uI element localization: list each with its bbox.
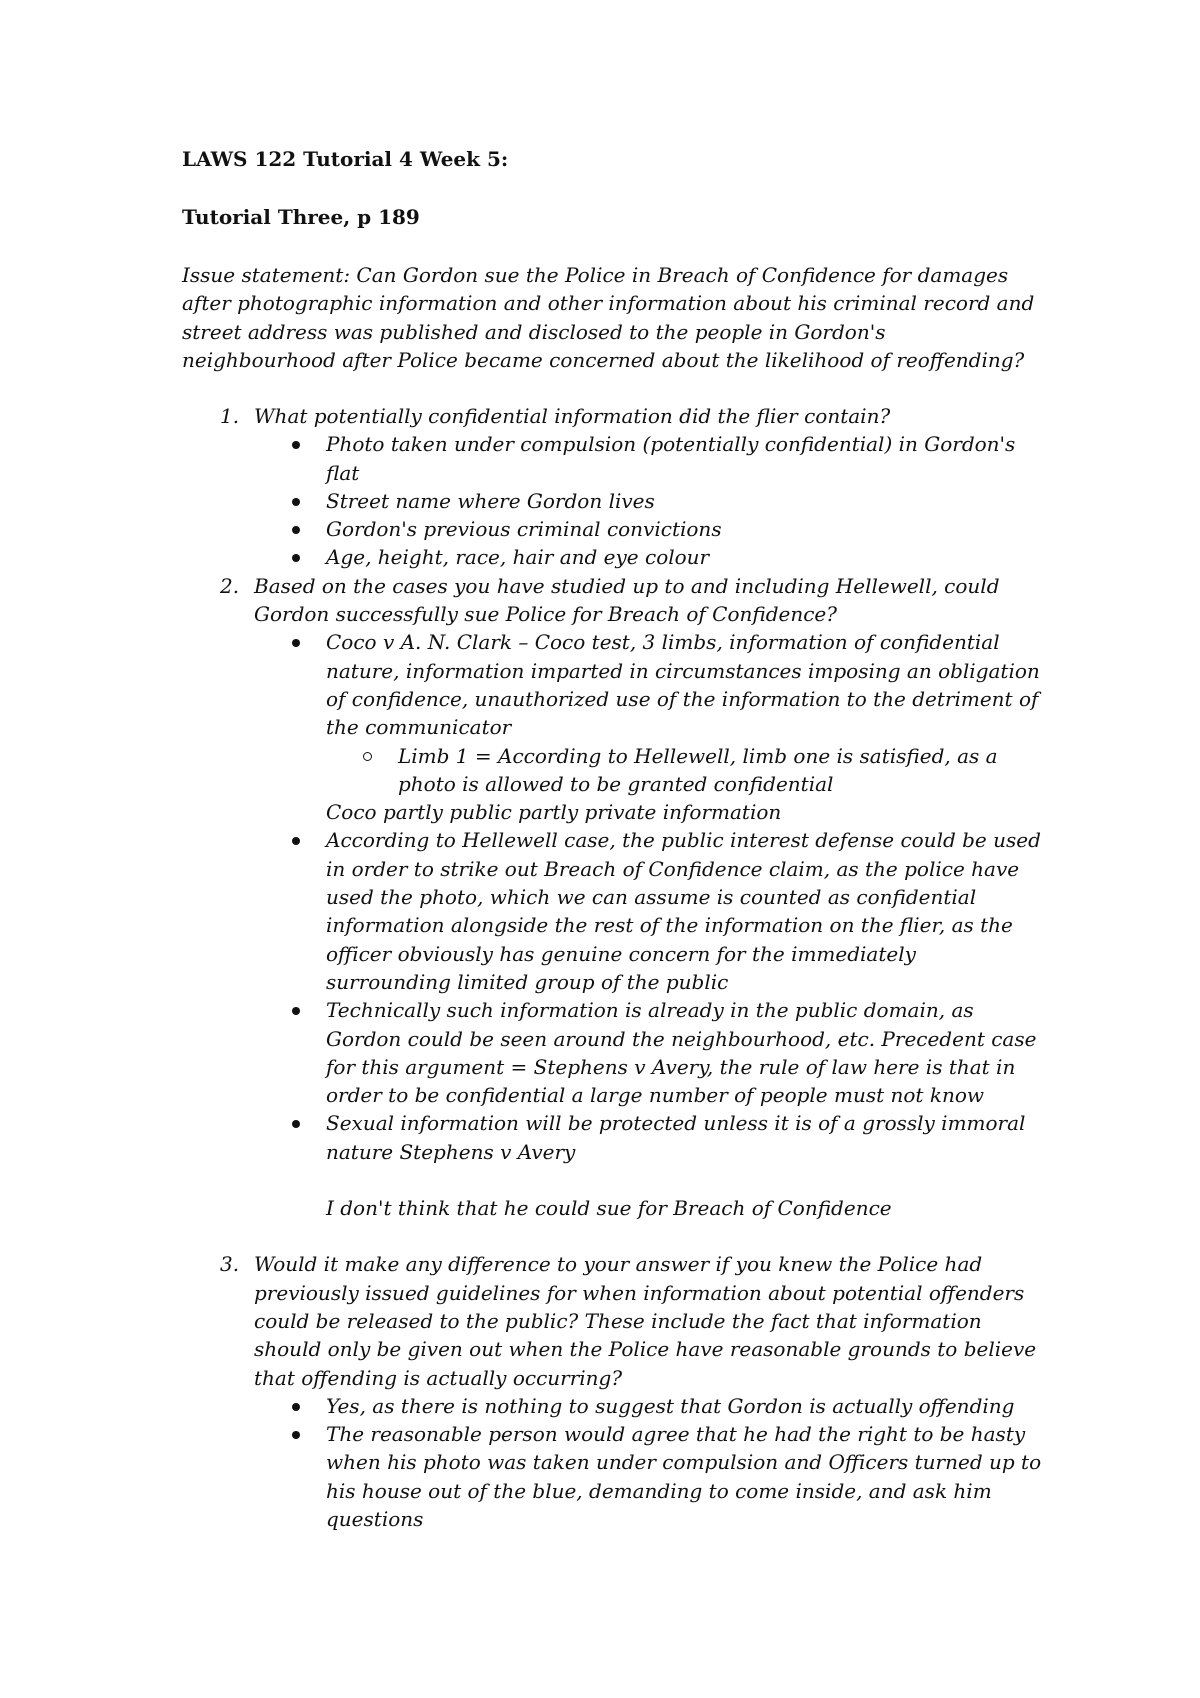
answer-item: The reasonable person would agree that he had the right to be hasty when his photo was taken under compulsion and Officers turned up to his house out of the blue, demanding to come inside, and ask him questions [254, 1420, 1042, 1533]
answer-item: Yes, as there is nothing to suggest that Gordon is actually offending [254, 1392, 1042, 1420]
question-text: Based on the cases you have studied up to and including Hellewell, could Gordon successfully sue Police for Breach of Confidence? [254, 573, 1000, 627]
answer-item [254, 628, 1042, 798]
answer-item: Street name where Gordon lives [254, 487, 1042, 515]
answer-item: Technically such information is already in the public domain, as Gordon could be seen around the neighbourhood, etc. Precedent case for this argument = Stephens v Avery, the rule of law here is that in order to be confidential a large number of people must not know [254, 996, 1042, 1109]
issue-statement: Issue statement: Can Gordon sue the Police in Breach of Confidence for damages after photographic information and other information about his criminal record and street address was published and disclosed to the people in Gordon's neighbourhood after Police became concerned about the likelihood of reoffending? [182, 263, 1035, 372]
spacer [254, 1166, 1042, 1194]
conclusion: I don't think that he could sue for Breach of Confidence [326, 1196, 892, 1221]
question-list [182, 402, 1042, 1533]
answer-list [254, 430, 1042, 571]
question-number: 1. [220, 404, 240, 428]
sub-answer-item: Limb 1 = According to Hellewell, limb one is satisfied, as a photo is allowed to be granted confidential [326, 742, 1042, 799]
answer-item: Age, height, race, hair and eye colour [254, 543, 1042, 571]
document-subtitle: Tutorial Three, p 189 [182, 205, 420, 229]
answer-item: Gordon's previous criminal convictions [254, 515, 1042, 543]
sub-answer-list [326, 742, 1042, 799]
answer-list [254, 628, 1042, 798]
question-text: Would it make any difference to your answer if you knew the Police had previously issued guidelines for when information about potential offenders could be released to the public? These include the fact that information should only be given out when the Police have reasonable grounds to believe that offending is actually occurring? [254, 1252, 1037, 1390]
question-3 [182, 1250, 1042, 1533]
question-1 [182, 402, 1042, 572]
question-number: 3. [220, 1252, 240, 1277]
answer-item-text: Coco v A. N. Clark – Coco test, 3 limbs, information of confidential nature, information imparted in circumstances imposing an obligation of confidence, unauthorized use of the information to the detriment of the communicator [326, 630, 1040, 740]
spacer [254, 1222, 1042, 1250]
question-text: What potentially confidential information did the flier contain? [254, 404, 891, 428]
document-title: LAWS 122 Tutorial 4 Week 5: [182, 147, 509, 171]
answer-list [254, 1392, 1042, 1533]
question-2 [182, 572, 1042, 1251]
answer-item: According to Hellewell case, the public interest defense could be used in order to strike out Breach of Confidence claim, as the police have used the photo, which we can assume is counted as confidential information alongside the rest of the information on the flier, as the officer obviously has genuine concern for the immediately surrounding limited group of the public [254, 826, 1042, 996]
answer-item: Photo taken under compulsion (potentially confidential) in Gordon's flat [254, 430, 1042, 487]
answer-list-continued [254, 826, 1042, 1166]
answer-item: Sexual information will be protected unless it is of a grossly immoral nature Stephens v Avery [254, 1109, 1042, 1166]
answer-note: Coco partly public partly private information [326, 800, 782, 825]
question-number: 2. [220, 573, 240, 598]
